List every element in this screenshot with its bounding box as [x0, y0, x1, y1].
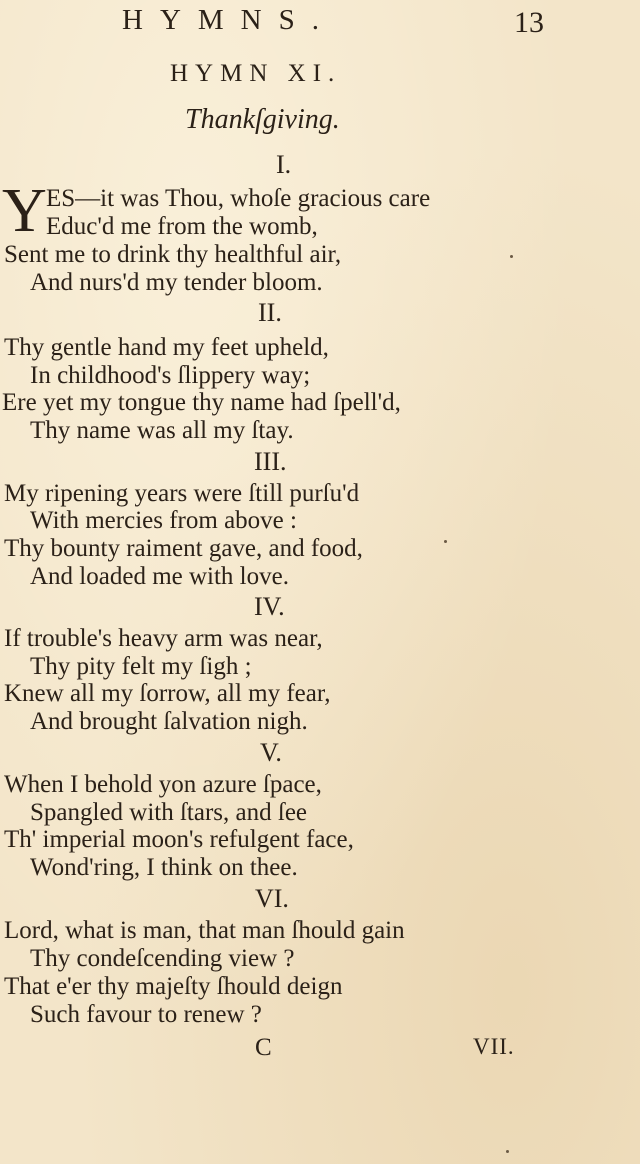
paper-speck: [506, 1150, 509, 1153]
hymn-title: HYMN XI.: [170, 60, 342, 87]
verse-line: That e'er thy majeſty ſhould deign: [4, 973, 343, 1000]
catchword: VII.: [473, 1034, 515, 1059]
stanza-numeral: V.: [260, 738, 282, 767]
verse-line: Sent me to drink thy healthful air,: [4, 241, 342, 268]
verse-line: With mercies from above :: [30, 507, 297, 534]
verse-line: Spangled with ſtars, and ſee: [30, 799, 308, 826]
stanza-numeral: I.: [276, 150, 292, 179]
verse-line: Wond'ring, I think on thee.: [30, 854, 298, 881]
verse-line: ES—it was Thou, whoſe gracious care: [46, 185, 431, 212]
verse-line: Educ'd me from the womb,: [46, 213, 318, 240]
verse-line: Thy gentle hand my feet upheld,: [4, 334, 329, 361]
verse-line: Ere yet my tongue thy name had ſpell'd,: [2, 389, 401, 416]
stanza-numeral: II.: [258, 298, 282, 327]
drop-cap: Y: [2, 177, 47, 245]
page-number: 13: [514, 6, 544, 39]
verse-line: Lord, what is man, that man ſhould gain: [4, 917, 405, 944]
verse-line: And loaded me with love.: [30, 563, 289, 590]
verse-line: Knew all my ſorrow, all my fear,: [4, 680, 331, 707]
verse-line: Th' imperial moon's refulgent face,: [4, 826, 354, 853]
verse-line: And nurs'd my tender bloom.: [30, 269, 323, 296]
running-head: HYMNS.: [122, 4, 336, 36]
verse-line: Thy pity felt my ſigh ;: [30, 653, 252, 680]
verse-line: If trouble's heavy arm was near,: [4, 625, 323, 652]
verse-line: And brought ſalvation nigh.: [30, 708, 308, 735]
paper-speck: [444, 540, 447, 543]
verse-line: Thy condeſcending view ?: [30, 945, 295, 972]
signature-mark: C: [255, 1034, 272, 1061]
stanza-numeral: IV.: [254, 592, 285, 621]
verse-line: Such favour to renew ?: [30, 1001, 262, 1028]
verse-line: Thy name was all my ſtay.: [30, 417, 294, 444]
verse-line: Thy bounty raiment gave, and food,: [4, 535, 363, 562]
paper-speck: [510, 255, 513, 258]
verse-line: When I behold yon azure ſpace,: [4, 771, 322, 798]
hymn-subject: Thankſgiving.: [185, 104, 340, 135]
verse-line: My ripening years were ſtill purſu'd: [4, 480, 360, 507]
verse-line: In childhood's ſlippery way;: [30, 362, 311, 389]
stanza-numeral: VI.: [255, 884, 289, 913]
stanza-numeral: III.: [254, 447, 287, 476]
